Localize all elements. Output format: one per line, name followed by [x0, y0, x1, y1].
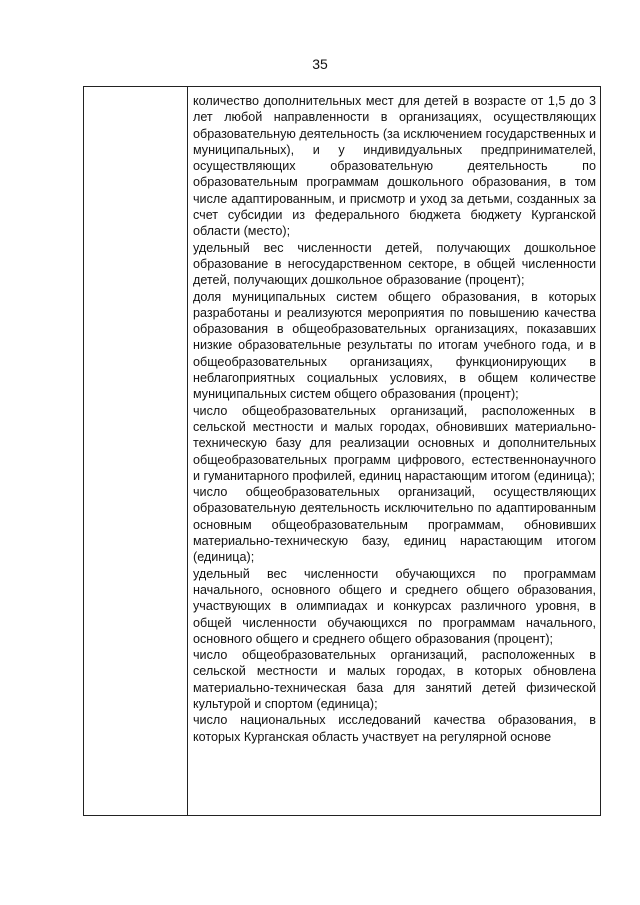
indicator-item: удельный вес численности обучающихся по программам начального, основного общего и среднего общего образования, участвующих в олимпиадах и конкурсах различного уровня, в общей численности обучающихся по программам начального, основного общего и среднего общего образования (процент); [193, 566, 596, 646]
indicator-item: доля муниципальных систем общего образования, в которых разработаны и реализуются мероприятия по повышению качества образования в общеобразовательных организациях, показавших низкие образовательные результаты по итогам учебного года, и в общеобразовательных организациях, функционирующих в неблагоприятных социальных условиях, в общем количестве муниципальных систем общего образования (процент); [193, 289, 596, 402]
document-table [83, 86, 601, 816]
indicator-item: удельный вес численности детей, получающих дошкольное образование в негосударственном секторе, в общей численности детей, получающих дошкольное образование (процент); [193, 240, 596, 288]
page-number: 35 [312, 56, 328, 72]
indicator-item: число общеобразовательных организаций, осуществляющих образовательную деятельность исключительно по адаптированным основным общеобразовательным программам, обновивших материально-техническую базу, единиц нарастающим итогом (единица); [193, 485, 596, 565]
indicator-item: число национальных исследований качества образования, в которых Курганская область участвует на регулярной основе [193, 713, 596, 744]
indicator-item: число общеобразовательных организаций, расположенных в сельской местности и малых городах, в которых обновлена материально-техническая база для занятий детей физической культурой и спортом (единица); [193, 648, 596, 711]
indicator-item: число общеобразовательных организаций, расположенных в сельской местности и малых городах, обновивших материально-техническую базу для реализации основных и дополнительных общеобразовательных программ цифрового, естественнонаучного и гуманитарного профилей, единиц нарастающим итогом (единица); [193, 403, 596, 483]
table-left-column [84, 87, 188, 815]
indicator-item: количество дополнительных мест для детей в возрасте от 1,5 до 3 лет любой направленности в организациях, осуществляющих образовательную деятельность (за исключением государственных и муниципальных), и у индивидуальных предпринимателей, осуществляющих образовательную деятельность по образовательным программам дошкольного образования, в том числе адаптированным, и присмотр и уход за детьми, созданных за счет субсидии из федерального бюджета бюджету Курганской области (место); [193, 94, 596, 239]
table-right-column [188, 87, 600, 815]
